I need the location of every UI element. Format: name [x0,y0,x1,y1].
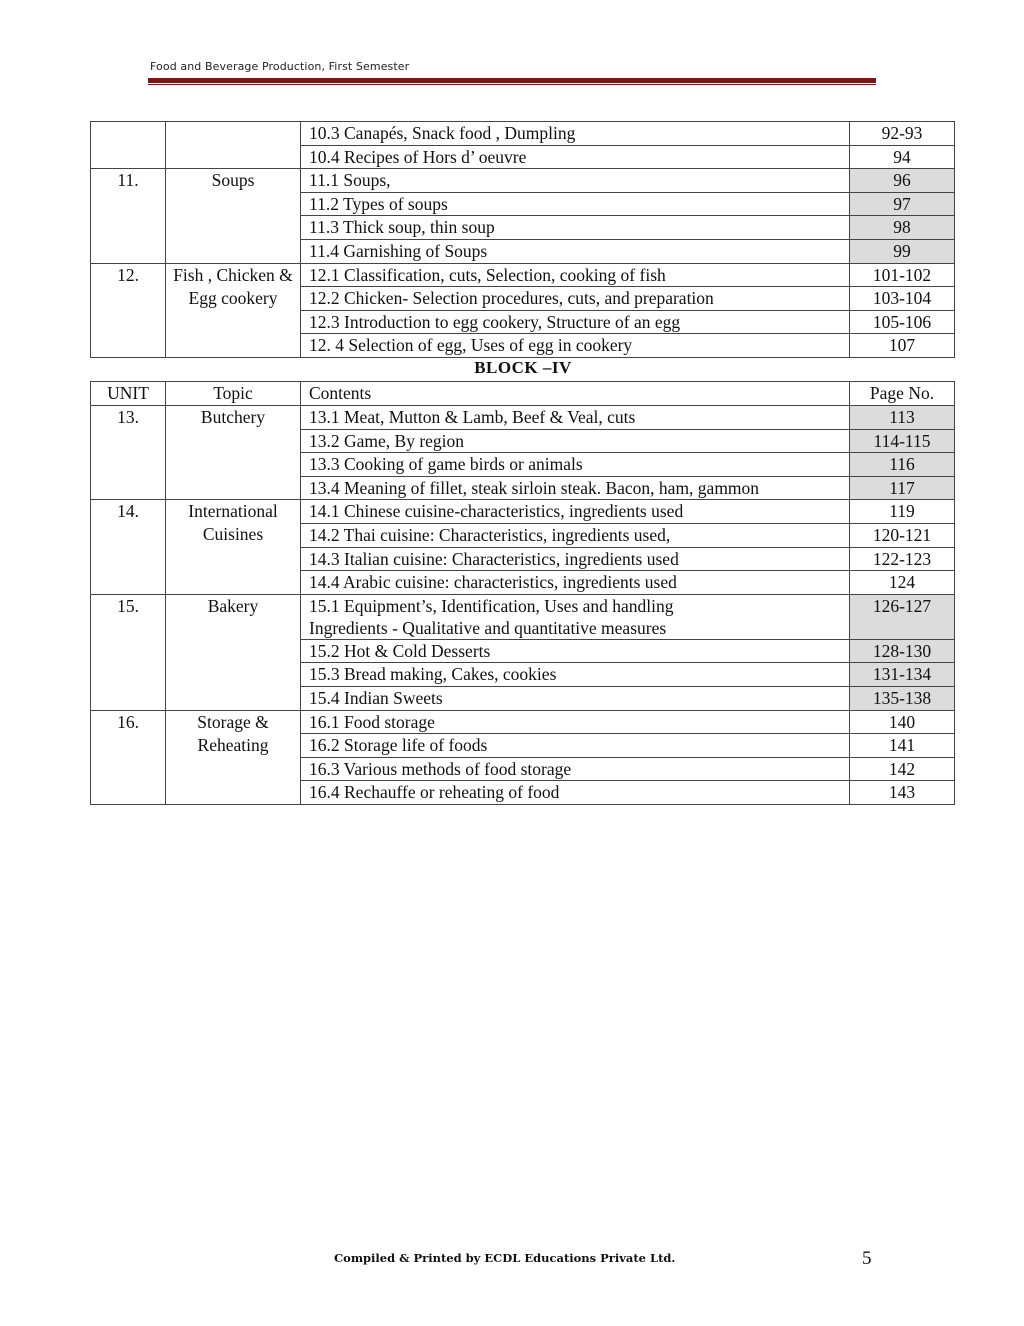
page-cell: 94 [850,145,955,169]
unit-cell: 15. [91,594,166,710]
contents-cell: 11.4 Garnishing of Soups [301,239,850,263]
unit-cell: 13. [91,406,166,500]
page-cell-blank [850,617,954,639]
page-cell: 97 [850,192,955,216]
page-number: 126-127 [872,595,932,616]
page-cell: 105-106 [850,310,955,334]
header-page-no: Page No. [850,382,955,406]
page-cell: 92-93 [850,122,955,146]
contents-cell: 12. 4 Selection of egg, Uses of egg in cookery [301,334,850,358]
page-cell: 96 [850,169,955,193]
contents-table-block-iv [90,381,955,805]
contents-cell: 12.2 Chicken- Selection procedures, cuts, and preparation [301,287,850,311]
unit-cell: 12. [91,263,166,357]
contents-cell: 13.1 Meat, Mutton & Lamb, Beef & Veal, cuts [301,406,850,430]
contents-cell: 14.2 Thai cuisine: Characteristics, ingredients used, [301,523,850,547]
topic-cell: Fish , Chicken & Egg cookery [166,263,301,357]
page-cell: 113 [850,406,955,430]
contents-cell: 12.1 Classification, cuts, Selection, cooking of fish [301,263,850,287]
page-cell: 120-121 [850,523,955,547]
topic-cell: Storage & Reheating [166,710,301,804]
contents-cell: 16.2 Storage life of foods [301,734,850,758]
table-row [91,500,955,524]
contents-cell: 11.3 Thick soup, thin soup [301,216,850,240]
page-cell: 99 [850,239,955,263]
footer-publisher: Compiled & Printed by ECDL Educations Private Ltd. [334,1251,676,1265]
topic-cell: Butchery [166,406,301,500]
page-cell: 142 [850,757,955,781]
contents-cell: 13.2 Game, By region [301,429,850,453]
page-cell: 107 [850,334,955,358]
page-cell: 128-130 [850,639,955,663]
block-title: BLOCK –IV [474,358,572,377]
contents-cell: 11.2 Types of soups [301,192,850,216]
header-rule-thin [148,84,876,85]
page-cell: 124 [850,571,955,595]
table-row [91,263,955,287]
page-cell: 122-123 [850,547,955,571]
contents-cell: 16.1 Food storage [301,710,850,734]
topic-cell [166,122,301,169]
page-cell: 140 [850,710,955,734]
table-row [91,169,955,193]
page-number: 5 [862,1248,872,1269]
contents-cell: 14.1 Chinese cuisine-characteristics, ingredients used [301,500,850,524]
contents-cell: 13.3 Cooking of game birds or animals [301,453,850,477]
page-cell: 103-104 [850,287,955,311]
contents-line: Ingredients - Qualitative and quantitative measures [309,617,667,638]
table-header-row [91,382,955,406]
contents-cell: 10.3 Canapés, Snack food , Dumpling [301,122,850,146]
contents-cell: 12.3 Introduction to egg cookery, Structure of an egg [301,310,850,334]
page-cell: 131-134 [850,663,955,687]
contents-cell: 15.3 Bread making, Cakes, cookies [301,663,850,687]
topic-cell: Bakery [166,594,301,710]
table-row [91,406,955,430]
contents-cell: 16.3 Various methods of food storage [301,757,850,781]
page-cell: 116 [850,453,955,477]
topic-cell: Soups [166,169,301,263]
page-cell: 114-115 [850,429,955,453]
table-row [91,594,955,639]
header-topic: Topic [166,382,301,406]
page-cell: 143 [850,781,955,805]
contents-cell: 14.3 Italian cuisine: Characteristics, ingredients used [301,547,850,571]
contents-line: 15.1 Equipment’s, Identification, Uses and handling [309,595,674,616]
page-cell: 117 [850,476,955,500]
contents-cell [301,594,850,639]
header-unit: UNIT [91,382,166,406]
contents-table-continued [90,121,955,358]
page-cell: 135-138 [850,686,955,710]
table-row [91,122,955,146]
page-cell: 141 [850,734,955,758]
table-row [91,710,955,734]
header-rule [148,78,876,83]
page-cell [850,594,955,639]
unit-cell [91,122,166,169]
page-cell: 101-102 [850,263,955,287]
page-cell: 119 [850,500,955,524]
unit-cell: 11. [91,169,166,263]
contents-cell: 15.4 Indian Sweets [301,686,850,710]
unit-cell: 16. [91,710,166,804]
contents-cell: 10.4 Recipes of Hors d’ oeuvre [301,145,850,169]
running-header: Food and Beverage Production, First Semester [150,60,410,73]
contents-cell: 13.4 Meaning of fillet, steak sirloin steak. Bacon, ham, gammon [301,476,850,500]
unit-cell: 14. [91,500,166,594]
header-contents: Contents [301,382,850,406]
contents-cell: 15.2 Hot & Cold Desserts [301,639,850,663]
page-cell: 98 [850,216,955,240]
contents-cell: 11.1 Soups, [301,169,850,193]
contents-cell: 14.4 Arabic cuisine: characteristics, ingredients used [301,571,850,595]
topic-cell: International Cuisines [166,500,301,594]
contents-cell: 16.4 Rechauffe or reheating of food [301,781,850,805]
